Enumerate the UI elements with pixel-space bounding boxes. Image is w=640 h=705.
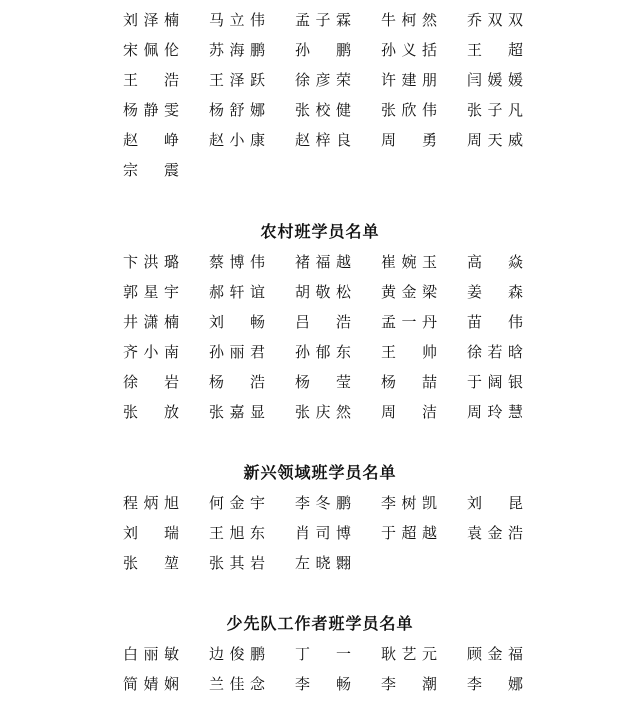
name-cell: 许建朋: [381, 71, 437, 89]
name-cell: 崔婉玉: [381, 253, 437, 271]
name-cell: 王 浩: [123, 71, 179, 89]
name-cell: 刘 昆: [467, 494, 523, 512]
name-cell: 王 帅: [381, 343, 437, 361]
name-cell: 何金宇: [209, 494, 265, 512]
name-cell: 孟一丹: [381, 313, 437, 331]
name-cell: 周 勇: [381, 131, 437, 149]
name-cell: 于超越: [381, 524, 437, 542]
name-row: [0, 402, 640, 432]
name-cell: 蔡博伟: [209, 253, 265, 271]
name-cell: 丁 一: [295, 645, 351, 663]
name-cell: 吕 浩: [295, 313, 351, 331]
name-cell: 胡敬松: [295, 283, 351, 301]
name-cell: 周天威: [467, 131, 523, 149]
section-title: 少先队工作者班学员名单: [226, 614, 414, 633]
name-cell: 杨 莹: [295, 373, 351, 391]
name-cell: 兰佳念: [209, 675, 265, 693]
name-cell: 周玲慧: [467, 403, 523, 421]
name-cell: 乔双双: [467, 11, 523, 29]
name-row: [0, 282, 640, 312]
name-cell: 刘 畅: [209, 313, 265, 331]
name-cell: 郭星宇: [123, 283, 179, 301]
name-cell: 张嘉显: [209, 403, 265, 421]
name-row: [0, 40, 640, 70]
name-cell: 李树凯: [381, 494, 437, 512]
name-cell: 王泽跃: [209, 71, 265, 89]
name-row: [0, 160, 640, 190]
name-cell: 张欣伟: [381, 101, 437, 119]
name-cell: 苗 伟: [467, 313, 523, 331]
name-cell: 周 洁: [381, 403, 437, 421]
name-cell: 孙 鹏: [295, 41, 351, 59]
name-row: [0, 523, 640, 553]
name-row: [0, 493, 640, 523]
name-cell: 肖司博: [295, 524, 351, 542]
name-cell: 杨 喆: [381, 373, 437, 391]
name-cell: 左晓翾: [295, 554, 351, 572]
name-cell: 张校健: [295, 101, 351, 119]
name-cell: 于阔银: [467, 373, 523, 391]
name-cell: 徐若晗: [467, 343, 523, 361]
name-cell: 白丽敏: [123, 645, 179, 663]
name-cell: 耿艺元: [381, 645, 437, 663]
name-cell: 李 畅: [295, 675, 351, 693]
name-row: [0, 10, 640, 40]
name-row: [0, 342, 640, 372]
name-cell: 齐小南: [123, 343, 179, 361]
name-row: [0, 70, 640, 100]
name-cell: 张 放: [123, 403, 179, 421]
name-cell: 宗 震: [123, 161, 179, 179]
name-cell: 李 潮: [381, 675, 437, 693]
name-row: [0, 130, 640, 160]
section-title: 新兴领域班学员名单: [243, 463, 397, 482]
name-cell: 李冬鹏: [295, 494, 351, 512]
name-cell: 黄金梁: [381, 283, 437, 301]
name-cell: 袁金浩: [467, 524, 523, 542]
name-cell: 张子凡: [467, 101, 523, 119]
name-cell: 赵梓良: [295, 131, 351, 149]
name-cell: 赵小康: [209, 131, 265, 149]
name-cell: 刘泽楠: [123, 11, 179, 29]
name-cell: 孙义括: [381, 41, 437, 59]
name-row: [0, 644, 640, 674]
name-cell: 闫媛媛: [467, 71, 523, 89]
name-cell: 牛柯然: [381, 11, 437, 29]
section-title: 农村班学员名单: [260, 222, 380, 241]
name-row: [0, 252, 640, 282]
name-cell: 徐 岩: [123, 373, 179, 391]
name-cell: 徐彦荣: [295, 71, 351, 89]
name-cell: 孙丽君: [209, 343, 265, 361]
name-cell: 王 超: [467, 41, 523, 59]
name-cell: 顾金福: [467, 645, 523, 663]
name-cell: 郝轩谊: [209, 283, 265, 301]
name-cell: 孙郁东: [295, 343, 351, 361]
name-cell: 李 娜: [467, 675, 523, 693]
name-cell: 孟子霖: [295, 11, 351, 29]
name-cell: 高 焱: [467, 253, 523, 271]
name-cell: 苏海鹏: [209, 41, 265, 59]
name-row: [0, 553, 640, 583]
name-cell: 卞洪璐: [123, 253, 179, 271]
name-cell: 井潇楠: [123, 313, 179, 331]
name-cell: 边俊鹏: [209, 645, 265, 663]
name-cell: 张庆然: [295, 403, 351, 421]
name-row: [0, 372, 640, 402]
name-cell: 赵 峥: [123, 131, 179, 149]
name-cell: 马立伟: [209, 11, 265, 29]
name-cell: 张其岩: [209, 554, 265, 572]
name-cell: 王旭东: [209, 524, 265, 542]
name-row: [0, 100, 640, 130]
name-cell: 张 堃: [123, 554, 179, 572]
name-row: [0, 312, 640, 342]
name-cell: 宋佩伦: [123, 41, 179, 59]
name-cell: 刘 瑞: [123, 524, 179, 542]
name-row: [0, 674, 640, 704]
name-cell: 杨舒娜: [209, 101, 265, 119]
name-cell: 杨 浩: [209, 373, 265, 391]
name-cell: 简婧娴: [123, 675, 179, 693]
name-cell: 褚福越: [295, 253, 351, 271]
name-cell: 姜 森: [467, 283, 523, 301]
name-cell: 程炳旭: [123, 494, 179, 512]
name-cell: 杨静雯: [123, 101, 179, 119]
